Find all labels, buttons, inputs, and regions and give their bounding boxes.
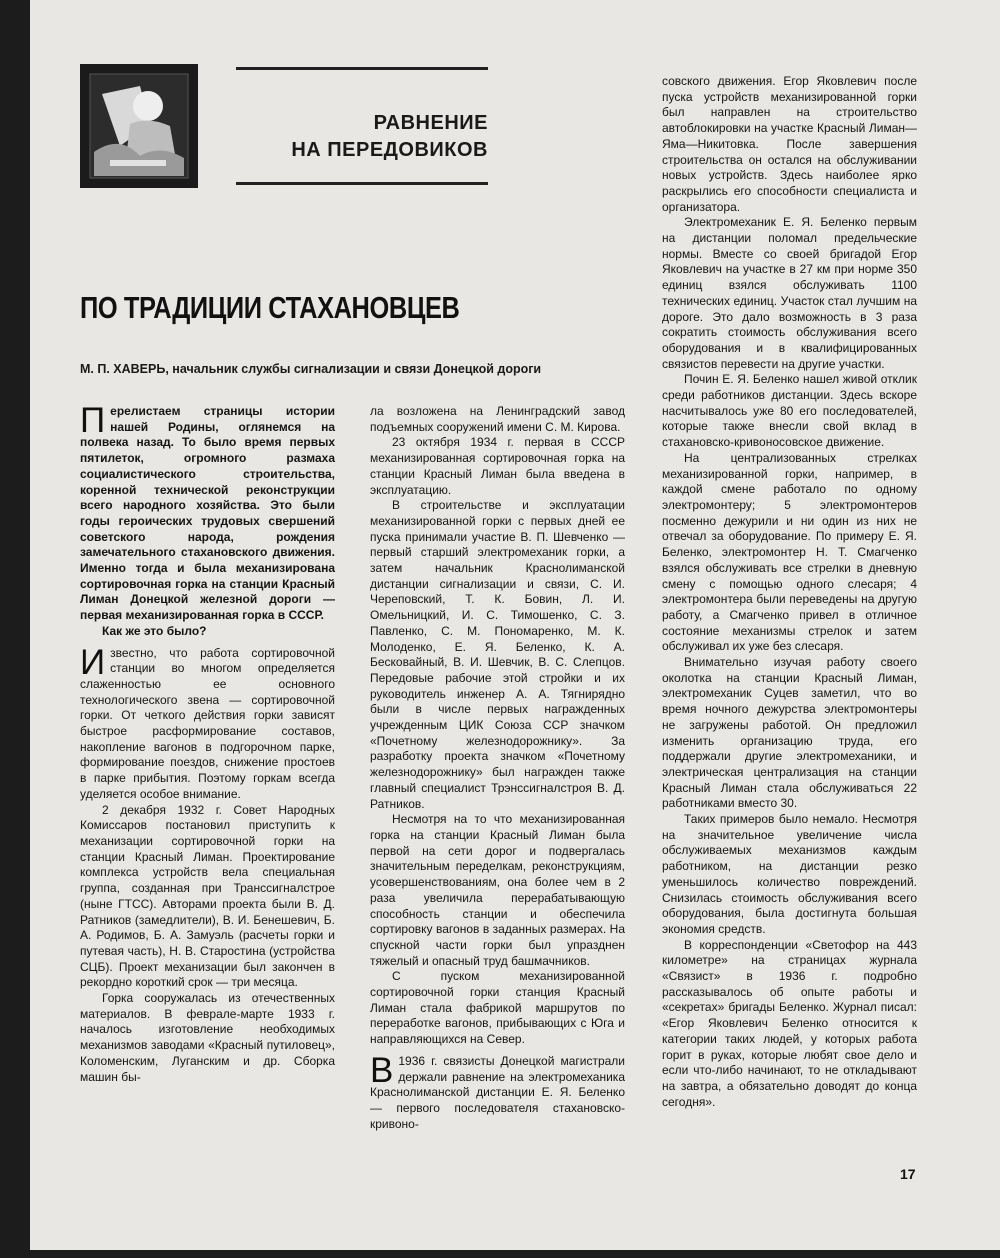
paragraph: С пуском механизированной сортировочной горки станция Красный Лиман стала фабрикой маршрутов по переработке вагонов, прибывающих с Юга и направляющихся на Север. xyxy=(370,969,625,1047)
paragraph: На централизованных стрелках механизированной горки, например, в каждой смене работало по одному электромонтеру; 5 электромонтеров посменно дежурили и ни один из них не отвечал за оборудование. По примеру Е. Я. Беленко, электромонтер Н. Т. Смагченко взялся обслуживать все стрелки в дневную смену с помощью одного слесаря; 4 электромонтера были переведены на другую работу, а Смагченко привел в отличное состояние механизмы стрелок и затем обслуживал их уже без слесаря. xyxy=(662,450,917,654)
paragraph: Несмотря на то что механизированная горка на станции Красный Лиман была первой на сети дорог и подвергалась значительным переделкам, реконструкциям, усовершенствованиям, она более чем в 2 раза увеличила перерабатывающую способность станции и обеспечила сортировку вагонов в заданных размерах. На спускной части горки был упразднен тяжелый и опасный труд башмачников. xyxy=(370,812,625,968)
text-column-1 xyxy=(80,401,335,1085)
page-number: 17 xyxy=(900,1166,916,1182)
bottom-rule xyxy=(236,182,488,185)
paragraph xyxy=(80,401,335,624)
paragraph: совского движения. Егор Яковлевич после пуска устройств механизированной горки был направлен на строительство автоблокировки на участке Красный Лиман—Яма—Никитовка. После завершения строительства он остался на обслуживании новых устройств. Здесь наиболее ярко раскрылись его способности специалиста и организатора. xyxy=(662,74,917,214)
paragraph: Горка сооружалась из отечественных материалов. В феврале-марте 1933 г. началось изготовление необходимых механизмов заводами «Красный путиловец», Коломенским, Луганским и др. Сборка машин бы- xyxy=(80,991,335,1084)
paragraph-text: звестно, что работа сортировочной станции во многом определяется слаженностью ее основного технологического звена — сортировочной горки. От четкого действия горки зависят быстрое расформирование составов, накопление вагонов в подгорочном парке, формирование поездов, снижение простоев в парке прибытия. Поэтому горкам всегда уделяется особое внимание. xyxy=(80,645,335,801)
paragraph: Внимательно изучая работу своего околотка на станции Красный Лиман, электромеханик Суцев заметил, что во время ночного дежурства электромонтеры не загружены работой. Он предложил изменить организацию труда, его поддержали другие электромеханики, и электрическая централизация на станции Красный Лиман стала обслуживаться 22 работниками вместо 30. xyxy=(662,655,917,811)
drop-cap: В xyxy=(370,1050,394,1090)
article-byline: М. П. ХАВЕРЬ, начальник службы сигнализации и связи Донецкой дороги xyxy=(80,362,542,376)
paragraph: ла возложена на Ленинградский завод подъемных сооружений имени С. М. Кирова. xyxy=(370,404,625,434)
drop-cap: И xyxy=(80,642,106,682)
paragraph: Электромеханик Е. Я. Беленко первым на дистанции поломал предельческие нормы. Вместе со своей бригадой Егор Яковлевич на участке в 27 км при норме 350 единиц взялся обслуживать 1100 технических единиц. Участок стал лучшим на дороге. Это дало возможность в 3 раза сократить стоимость обслуживания всего оборудования и в квалифицированных связистов перевести на другие участки. xyxy=(662,215,917,371)
paragraph-text: ерелистаем страницы истории нашей Родины, оглянемся на полвека назад. То было время первых пятилеток, огромного размаха социалистического строительства, коренной технической реконструкции всего народного хозяйства. Это были годы героических трудовых свершений советского народа, рождения замечательного стахановского движения. Именно тогда и была механизирована сортировочная горка на станции Красный Лиман Донецкой железной дороги — первая механизированная горка в СССР. xyxy=(80,404,335,623)
top-rule xyxy=(236,67,488,70)
article-title: ПО ТРАДИЦИИ СТАХАНОВЦЕВ xyxy=(80,290,460,325)
rubric-line-1: РАВНЕНИЕ xyxy=(373,112,488,134)
rubric-heading xyxy=(236,110,488,164)
text-column-2 xyxy=(370,404,625,1132)
rubric-line-2: НА ПЕРЕДОВИКОВ xyxy=(291,139,488,161)
drop-cap: П xyxy=(80,401,106,440)
paragraph: В строительстве и эксплуатации механизированной горки с первых дней ее пуска принимали участие В. П. Шевченко — первый старший электромеханик горки, а затем начальник Краснолиманской дистанции сигнализации и связи, С. И. Череповский, Т. К. Бовин, Л. И. Омельницкий, И. С. Тимошенко, С. З. Павленко, С. М. Пономаренко, М. К. Молоденко, Е. Я. Беленко, К. А. Бесковайный, В. И. Шевчик, В. С. Слепцов. Передовые рабочие этой стройки и их руководитель инженер А. А. Тягнирядно были в числе первых награжденных учрежденным ЦИК Союза ССР значком «Почетному железнодорожнику». За разработку проекта значком «Почетному железнодорожнику» был награжден также главный специалист Трэнссигналстроя В. Д. Ратников. xyxy=(370,498,625,811)
paragraph xyxy=(80,642,335,803)
paragraph: В корреспонденции «Светофор на 443 километре» на страницах журнала «Связист» в 1936 г. подробно рассказывалось об опыте работы и «секретах» бригады Беленко. Журнал писал: «Егор Яковлевич Беленко относится к категории таких людей, у которых работа горит в руках, которые любят свое дело и если что-либо начинают, то не откладывают на завтра, а обязательно доводят до конца сегодня». xyxy=(662,937,917,1109)
paragraph: 2 декабря 1932 г. Совет Народных Комиссаров постановил приступить к механизации сортировочной горки на станции Красный Лиман. Проектирование комплекса устройств вела специальная группа, созданная при Транссигналстрое (ныне ГТСС). Авторами проекта были В. Д. Ратников (замедлители), В. И. Бенешевич, Б. А. Родимов, Б. А. Замуэль (расчеты горки и путевая часть), Н. В. Старостина (устройства СЦБ). Проект механизации был закончен в рекордно короткий срок — три месяца. xyxy=(80,802,335,990)
lenin-portrait-emblem-icon xyxy=(80,64,198,188)
paragraph-text: 1936 г. связисты Донецкой магистрали держали равнение на электромеханика Краснолиманской дистанции Е. Я. Беленко — первого последователя стахановско-кривоно- xyxy=(370,1053,625,1131)
paragraph: Как же это было? xyxy=(102,623,207,638)
paragraph: Таких примеров было немало. Несмотря на значительное увеличение числа обслуживаемых механизмов каждым работником, на дистанции резко уменьшилось количество повреждений. Снизилась стоимость обслуживания всего оборудования, была достигнута большая экономия средств. xyxy=(662,812,917,936)
paragraph: Почин Е. Я. Беленко нашел живой отклик среди работников дистанции. Здесь вскоре насчитывалось уже 80 его последователей, которые также внесли свой вклад в стахановско-кривоносовское движение. xyxy=(662,372,917,450)
paragraph: 23 октября 1934 г. первая в СССР механизированная сортировочная горка на станции Красный Лиман была введена в эксплуатацию. xyxy=(370,435,625,497)
text-column-3 xyxy=(662,74,917,1110)
paragraph xyxy=(370,1050,625,1133)
